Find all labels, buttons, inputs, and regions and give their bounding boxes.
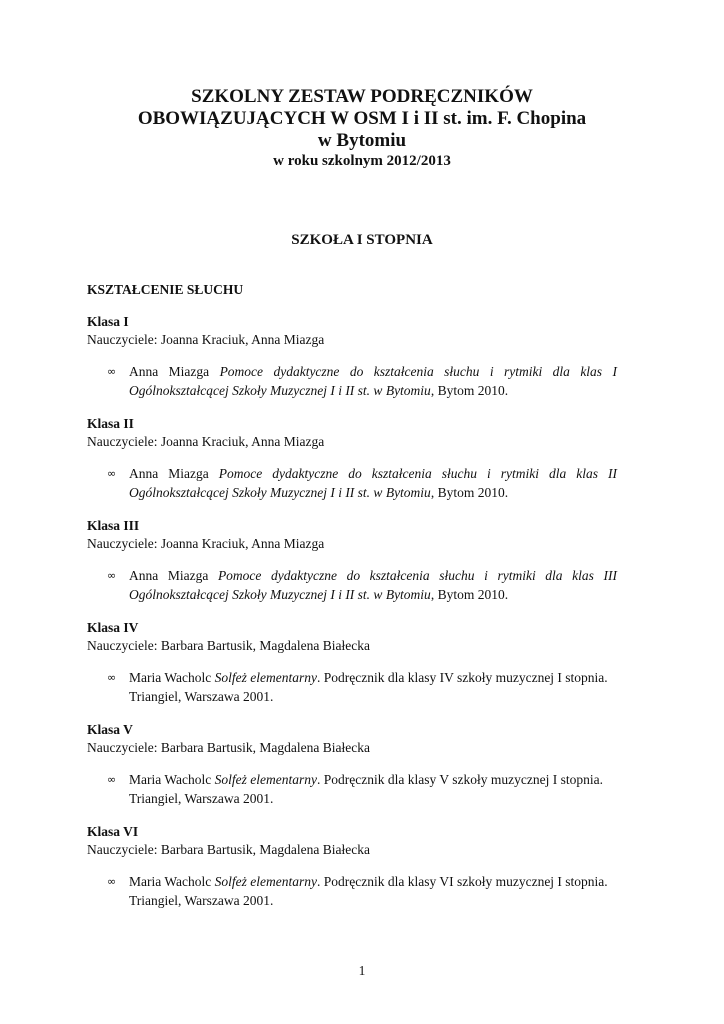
textbook-entry — [107, 668, 617, 706]
book-title: Solfeż elementarny — [214, 670, 317, 685]
teachers-line: Nauczyciele: Joanna Kraciuk, Anna Miazga — [87, 332, 325, 347]
teachers-line: Nauczyciele: Barbara Bartusik, Magdalena Białecka — [87, 740, 370, 755]
class-block — [87, 619, 617, 721]
book-author: Maria Wacholc — [129, 772, 212, 787]
teachers-line: Nauczyciele: Joanna Kraciuk, Anna Miazga — [87, 434, 325, 449]
infinity-bullet-icon: ∞ — [107, 569, 117, 582]
textbook-entry — [107, 566, 617, 604]
infinity-bullet-icon: ∞ — [107, 875, 117, 888]
book-author: Anna Miazga — [129, 568, 209, 583]
book-publication: . Podręcznik dla klasy VI szkoły muzycznej I stopnia. Triangiel, Warszawa 2001. — [129, 874, 608, 908]
teachers-line: Nauczyciele: Joanna Kraciuk, Anna Miazga — [87, 536, 325, 551]
book-title: Pomoce dydaktyczne do kształcenia słuchu i rytmiki dla klas II Ogólnokształcącej Szkoły Muzycznej I i II st. w Bytomiu — [129, 466, 617, 500]
class-list — [87, 313, 617, 925]
textbook-entry — [107, 872, 617, 910]
textbook-entry — [107, 770, 617, 808]
class-block — [87, 415, 617, 517]
book-publication: , Bytom 2010. — [430, 485, 509, 500]
book-publication: , Bytom 2010. — [430, 383, 509, 398]
book-title: Pomoce dydaktyczne do kształcenia słuchu i rytmiki dla klas III Ogólnokształcącej Szkoły Muzycznej I i II st. w Bytomiu — [129, 568, 617, 602]
textbook-entry — [107, 464, 617, 502]
book-author: Anna Miazga — [129, 364, 210, 379]
document-title-line-1: SZKOLNY ZESTAW PODRĘCZNIKÓW — [191, 86, 533, 107]
book-publication: . Podręcznik dla klasy V szkoły muzycznej I stopnia. Triangiel, Warszawa 2001. — [129, 772, 603, 806]
page-number: 1 — [358, 963, 366, 978]
book-title: Pomoce dydaktyczne do kształcenia słuchu i rytmiki dla klas I Ogólnokształcącej Szkoły Muzycznej I i II st. w Bytomiu — [129, 364, 617, 398]
teachers-line: Nauczyciele: Barbara Bartusik, Magdalena Białecka — [87, 638, 370, 653]
book-publication: , Bytom 2010. — [430, 587, 509, 602]
document-title-line-2: OBOWIĄZUJĄCYCH W OSM I i II st. im. F. Chopina — [137, 108, 587, 129]
class-block — [87, 313, 617, 415]
class-block — [87, 517, 617, 619]
infinity-bullet-icon: ∞ — [107, 365, 117, 378]
book-author: Maria Wacholc — [129, 670, 212, 685]
class-name: Klasa V — [87, 722, 133, 737]
book-publication: . Podręcznik dla klasy IV szkoły muzycznej I stopnia. Triangiel, Warszawa 2001. — [129, 670, 608, 704]
infinity-bullet-icon: ∞ — [107, 467, 117, 480]
book-author: Anna Miazga — [129, 466, 209, 481]
class-name: Klasa II — [87, 416, 134, 431]
school-year: w roku szkolnym 2012/2013 — [273, 153, 451, 169]
subject-heading: KSZTAŁCENIE SŁUCHU — [87, 282, 244, 297]
infinity-bullet-icon: ∞ — [107, 773, 117, 786]
class-name: Klasa III — [87, 518, 140, 533]
class-name: Klasa IV — [87, 620, 139, 635]
class-name: Klasa VI — [87, 824, 139, 839]
class-block — [87, 823, 617, 925]
textbook-entry — [107, 362, 617, 400]
class-name: Klasa I — [87, 314, 129, 329]
book-title: Solfeż elementarny — [214, 772, 317, 787]
section-heading: SZKOŁA I STOPNIA — [291, 232, 433, 248]
book-author: Maria Wacholc — [129, 874, 212, 889]
class-block — [87, 721, 617, 823]
infinity-bullet-icon: ∞ — [107, 671, 117, 684]
book-title: Solfeż elementarny — [214, 874, 317, 889]
document-title-line-3: w Bytomiu — [317, 130, 407, 151]
teachers-line: Nauczyciele: Barbara Bartusik, Magdalena Białecka — [87, 842, 370, 857]
